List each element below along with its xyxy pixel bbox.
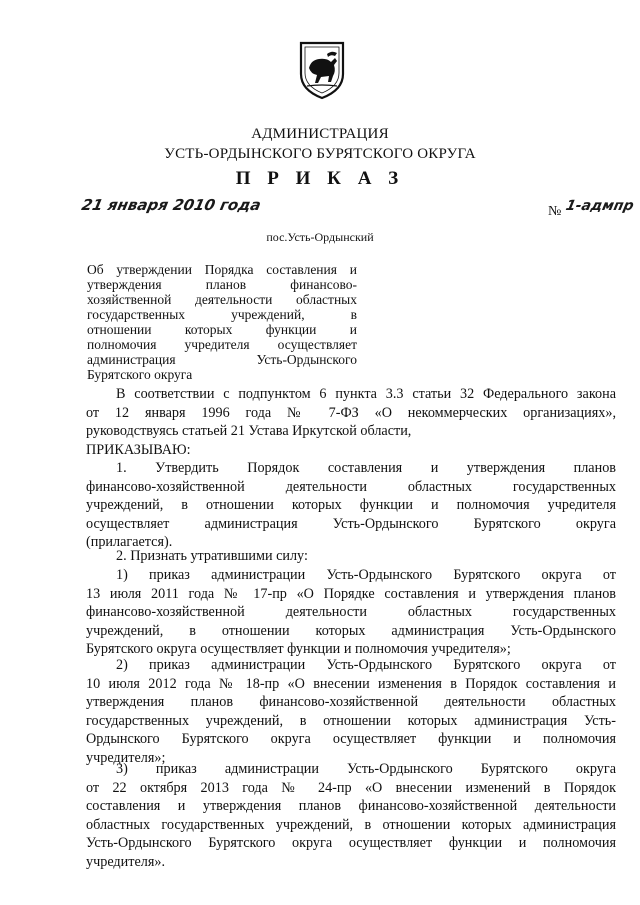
sub-item-2-line: 2) приказ администрации Усть-Ордынского Бурятского округа от: [116, 657, 616, 673]
sub-item-2-line: утверждения планов финансово-хозяйственной деятельности областных: [86, 694, 616, 710]
item-1-line: осуществляет администрация Усть-Ордынского Бурятского округа: [86, 515, 616, 532]
organization-name-line-2: УСТЬ-ОРДЫНСКОГО БУРЯТСКОГО ОКРУГА: [164, 146, 476, 162]
intro-line: В соответствии с подпунктом 6 пункта 3.3 статьи 32 Федерального закона: [116, 386, 616, 402]
sub-item-3-line: учредителя».: [86, 853, 165, 870]
sub-item-3-line: Усть-Ордынского Бурятского округа осуществляет функции и полномочия: [86, 835, 616, 851]
subject-line: отношении которых функции и: [87, 322, 357, 337]
subject-block: [87, 262, 357, 382]
sub-item-2-line: учредителя»;: [86, 749, 166, 766]
item-1-line: 1. Утвердить Порядок составления и утверждения планов: [116, 460, 616, 476]
number-label: №: [548, 204, 562, 219]
sub-item-2-line: государственных учреждений, в отношении которых администрация Усть-: [86, 712, 616, 729]
sub-item-3: [86, 760, 616, 871]
subject-line: полномочия учредителя осуществляет: [87, 337, 357, 352]
sub-item-2-line: Ордынского Бурятского округа осуществляет функции и полномочия: [86, 731, 616, 747]
sub-item-1-line: учреждений, в отношении которых администрация Усть-Ордынского: [86, 622, 616, 639]
item-2-heading-block: [86, 547, 616, 566]
sub-item-1-line: финансово-хозяйственной деятельности областных государственных: [86, 604, 616, 620]
intro-paragraph: [86, 385, 616, 459]
coat-of-arms-emblem: [297, 40, 347, 100]
subject-line: администрация Усть-Ордынского: [87, 352, 357, 367]
sub-item-3-line: 3) приказ администрации Усть-Ордынского Бурятского округа: [116, 761, 616, 777]
sub-item-1-line: 1) приказ администрации Усть-Ордынского Бурятского округа от: [116, 567, 616, 583]
handwritten-number: 1-адмпр: [564, 198, 636, 214]
sub-item-2-line: 10 июля 2012 года № 18-пр «О внесении изменения в Порядок составления и: [86, 675, 616, 692]
subject-line: Бурятского округа: [87, 367, 193, 382]
sub-item-3-line: областных государственных учреждений, в отношении которых администрация: [86, 816, 616, 833]
item-1-line: (прилагается).: [86, 534, 173, 550]
intro-line: от 12 января 1996 года № 7-ФЗ «О некоммерческих организациях»,: [86, 404, 616, 421]
organization-name-line-1: АДМИНИСТРАЦИЯ: [251, 126, 389, 142]
sub-item-3-line: составления и утверждения планов финансово-хозяйственной деятельности: [86, 798, 616, 814]
item-1: [86, 459, 616, 552]
item-1-line: учреждений, в отношении которых функции и полномочия учредителя: [86, 497, 616, 513]
subject-line: государственных учреждений, в: [87, 307, 357, 322]
document-title: П Р И К А З: [235, 168, 405, 189]
sub-item-1-line: Бурятского округа осуществляет функции и полномочия учредителя»;: [86, 641, 511, 657]
item-2-heading: 2. Признать утратившими силу:: [116, 548, 308, 564]
order-word: ПРИКАЗЫВАЮ:: [86, 441, 191, 458]
item-1-line: финансово-хозяйственной деятельности областных государственных: [86, 478, 616, 495]
sub-item-3-line: от 22 октября 2013 года № 24-пр «О внесении изменений в Порядок: [86, 779, 616, 796]
handwritten-date: 21 января 2010 года: [80, 196, 263, 214]
place-of-issue: пос.Усть-Ордынский: [266, 230, 374, 244]
subject-line: хозяйственной деятельности областных: [87, 292, 357, 307]
subject-line: Об утверждении Порядка составления и: [87, 262, 357, 277]
subject-line: утверждения планов финансово-: [87, 277, 357, 292]
sub-item-1-line: 13 июля 2011 года № 17-пр «О Порядке составления и утверждения планов: [86, 585, 616, 602]
sub-item-2: [86, 656, 616, 767]
sub-item-1: [86, 566, 616, 659]
intro-line: руководствуясь статьей 21 Устава Иркутской области,: [86, 423, 412, 439]
